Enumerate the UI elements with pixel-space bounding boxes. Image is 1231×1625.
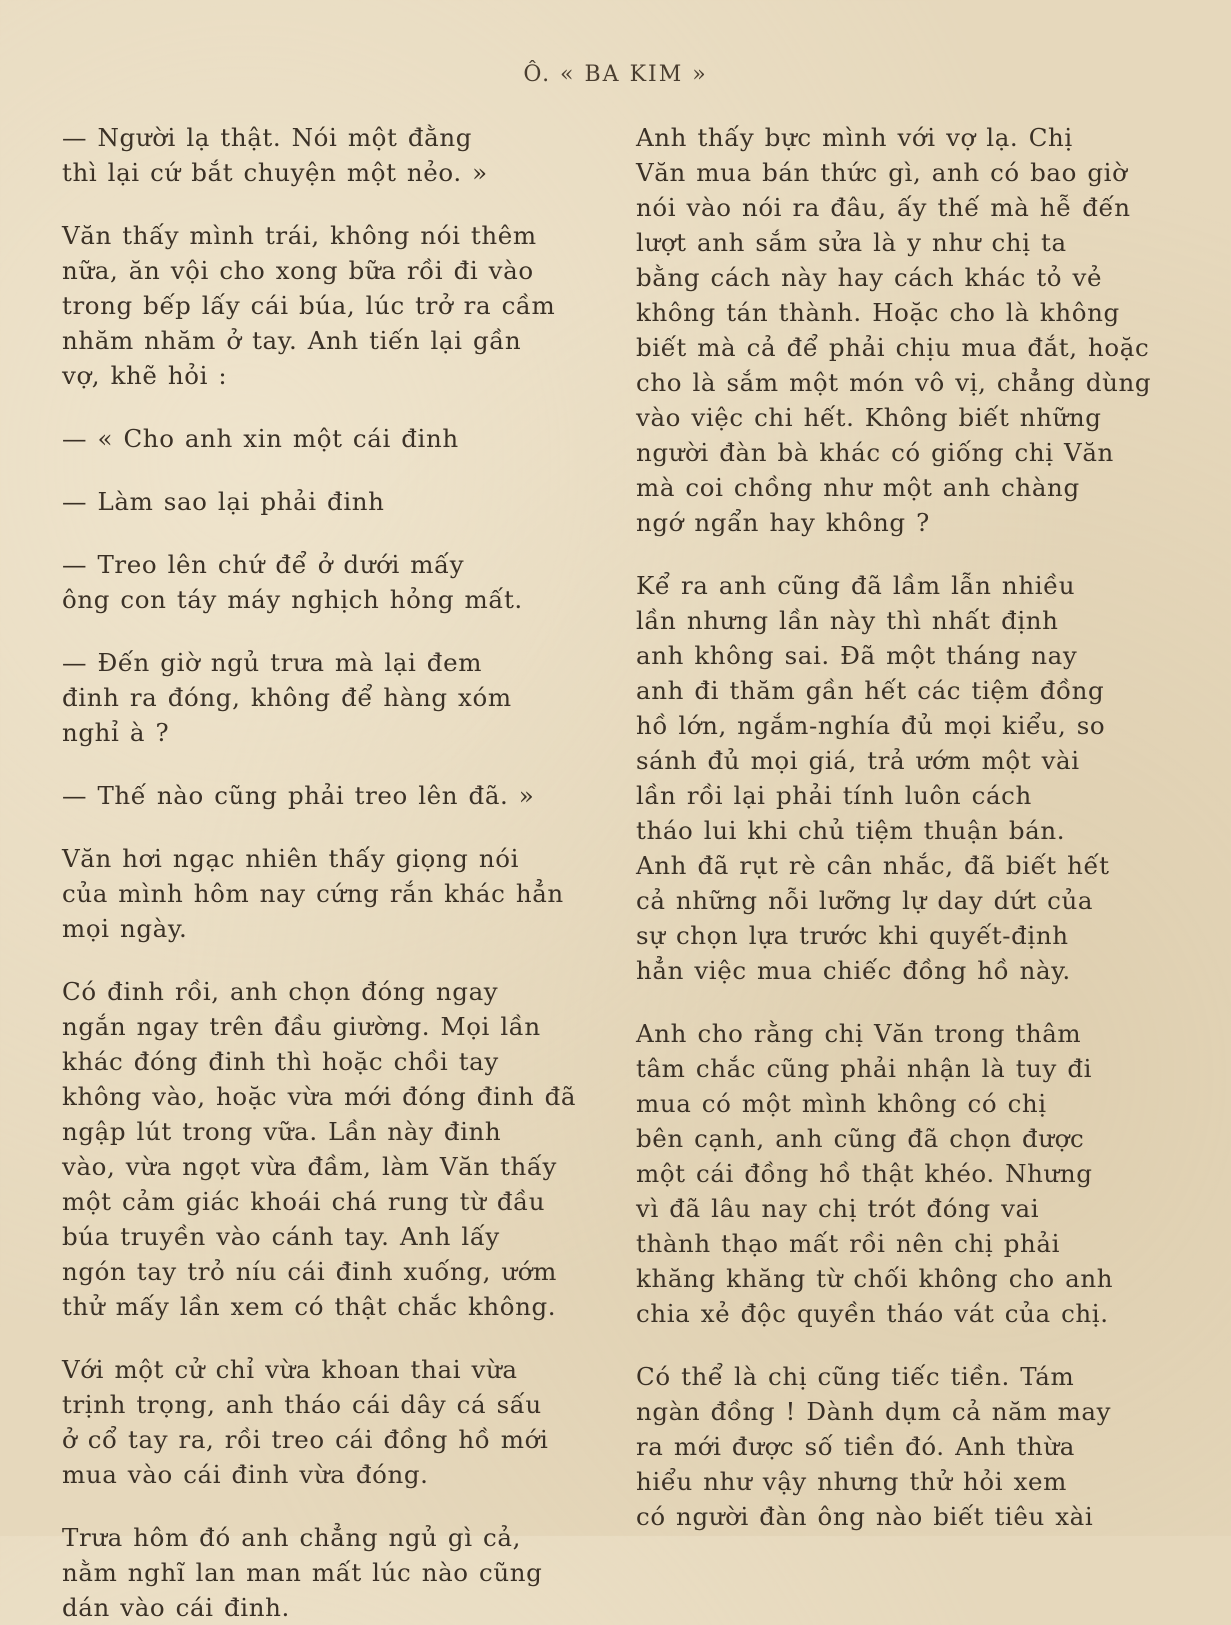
- text-line: khăng khăng từ chối không cho anh: [636, 1264, 1114, 1293]
- text-line: ngớ ngẩn hay không ?: [636, 508, 930, 537]
- text-line: của mình hôm nay cứng rắn khác hẳn: [62, 879, 564, 908]
- text-line: ngàn đồng ! Dành dụm cả năm may: [636, 1397, 1112, 1426]
- text-line: — Người lạ thật. Nói một đằng: [62, 123, 473, 152]
- text-line: Văn thấy mình trái, không nói thêm: [62, 221, 537, 250]
- text-line: hẳn việc mua chiếc đồng hồ này.: [636, 956, 1071, 985]
- text-line: một cảm giác khoái chá rung từ đầu: [62, 1187, 546, 1216]
- text-line: không tán thành. Hoặc cho là không: [636, 298, 1120, 327]
- text-line: Trưa hôm đó anh chẳng ngủ gì cả,: [62, 1523, 521, 1552]
- running-head: Ô. « BA KIM »: [523, 62, 708, 87]
- text-line: vợ, khẽ hỏi :: [62, 361, 228, 390]
- text-line: — Làm sao lại phải đinh: [62, 487, 385, 516]
- text-line: thành thạo mất rồi nên chị phải: [636, 1229, 1061, 1258]
- text-line: búa truyền vào cánh tay. Anh lấy: [62, 1222, 500, 1251]
- paragraph-gap: [636, 1331, 1176, 1359]
- text-line: Văn hơi ngạc nhiên thấy giọng nói: [62, 844, 520, 873]
- text-line: Có đinh rồi, anh chọn đóng ngay: [62, 977, 499, 1006]
- text-line: bên cạnh, anh cũng đã chọn được: [636, 1124, 1085, 1153]
- text-line: mà coi chồng như một anh chàng: [636, 473, 1080, 502]
- right-text-column: [636, 120, 1176, 1534]
- text-line: lượt anh sắm sửa là y như chị ta: [636, 228, 1067, 257]
- text-line: Với một cử chỉ vừa khoan thai vừa: [62, 1355, 518, 1384]
- text-line: nghỉ à ?: [62, 718, 170, 747]
- text-line: khác đóng đinh thì hoặc chồi tay: [62, 1047, 499, 1076]
- left-text-column: [62, 120, 602, 1625]
- text-line: ông con táy máy nghịch hỏng mất.: [62, 585, 523, 614]
- text-line: dán vào cái đinh.: [62, 1593, 290, 1622]
- text-line: nữa, ăn vội cho xong bữa rồi đi vào: [62, 256, 534, 285]
- text-line: Anh thấy bực mình với vợ lạ. Chị: [636, 123, 1073, 152]
- text-line: nhăm nhăm ở tay. Anh tiến lại gần: [62, 326, 522, 355]
- text-line: ngập lút trong vữa. Lần này đinh: [62, 1117, 502, 1146]
- text-line: ở cổ tay ra, rồi treo cái đồng hồ mới: [62, 1425, 549, 1454]
- text-line: mua vào cái đinh vừa đóng.: [62, 1460, 429, 1489]
- text-line: đinh ra đóng, không để hàng xóm: [62, 683, 512, 712]
- text-line: tâm chắc cũng phải nhận là tuy đi: [636, 1054, 1093, 1083]
- paragraph-gap: [62, 393, 602, 421]
- text-line: Văn mua bán thức gì, anh có bao giờ: [636, 158, 1128, 187]
- text-line: sánh đủ mọi giá, trả ướm một vài: [636, 746, 1080, 775]
- text-line: — « Cho anh xin một cái đinh: [62, 424, 459, 453]
- text-line: sự chọn lựa trước khi quyết-định: [636, 921, 1069, 950]
- text-line: anh không sai. Đã một tháng nay: [636, 641, 1078, 670]
- text-line: không vào, hoặc vừa mới đóng đinh đã: [62, 1082, 577, 1111]
- paragraph-gap: [62, 190, 602, 218]
- text-line: cả những nỗi lưỡng lự day dứt của: [636, 886, 1094, 915]
- paragraph-gap: [62, 1492, 602, 1520]
- text-line: nói vào nói ra đâu, ấy thế mà hễ đến: [636, 193, 1131, 222]
- text-line: — Thế nào cũng phải treo lên đã. »: [62, 781, 535, 810]
- text-line: ngón tay trỏ níu cái đinh xuống, ướm: [62, 1257, 557, 1286]
- text-line: có người đàn ông nào biết tiêu xài: [636, 1502, 1094, 1531]
- text-line: biết mà cả để phải chịu mua đắt, hoặc: [636, 333, 1150, 362]
- paragraph-gap: [636, 988, 1176, 1016]
- text-line: Anh cho rằng chị Văn trong thâm: [636, 1019, 1082, 1048]
- text-line: vào việc chi hết. Không biết những: [636, 403, 1102, 432]
- text-line: hiểu như vậy nhưng thử hỏi xem: [636, 1467, 1067, 1496]
- text-line: Kể ra anh cũng đã lầm lẫn nhiều: [636, 571, 1076, 600]
- paragraph-gap: [62, 519, 602, 547]
- text-line: Anh đã rụt rè cân nhắc, đã biết hết: [636, 851, 1110, 880]
- paragraph-gap: [62, 456, 602, 484]
- text-line: chia xẻ độc quyền tháo vát của chị.: [636, 1299, 1109, 1328]
- text-line: ra mới được số tiền đó. Anh thừa: [636, 1432, 1075, 1461]
- text-line: ngắn ngay trên đầu giường. Mọi lần: [62, 1012, 541, 1041]
- paragraph-gap: [62, 1324, 602, 1352]
- paragraph-gap: [62, 617, 602, 645]
- text-line: mua có một mình không có chị: [636, 1089, 1047, 1118]
- text-line: vì đã lâu nay chị trót đóng vai: [636, 1194, 1040, 1223]
- text-line: cho là sắm một món vô vị, chẳng dùng: [636, 368, 1152, 397]
- text-line: hồ lớn, ngắm-nghía đủ mọi kiểu, so: [636, 711, 1106, 740]
- text-line: Có thể là chị cũng tiếc tiền. Tám: [636, 1362, 1075, 1391]
- text-line: vào, vừa ngọt vừa đầm, làm Văn thấy: [62, 1152, 557, 1181]
- text-line: bằng cách này hay cách khác tỏ vẻ: [636, 263, 1103, 292]
- text-line: — Treo lên chứ để ở dưới mấy: [62, 550, 465, 579]
- text-line: tháo lui khi chủ tiệm thuận bán.: [636, 816, 1066, 845]
- text-line: trịnh trọng, anh tháo cái dây cá sấu: [62, 1390, 542, 1419]
- text-line: lần nhưng lần này thì nhất định: [636, 606, 1059, 635]
- paragraph-gap: [62, 946, 602, 974]
- paragraph-gap: [636, 540, 1176, 568]
- text-line: thì lại cứ bắt chuyện một nẻo. »: [62, 158, 488, 187]
- text-line: — Đến giờ ngủ trưa mà lại đem: [62, 648, 483, 677]
- text-line: lần rồi lại phải tính luôn cách: [636, 781, 1032, 810]
- paragraph-gap: [62, 813, 602, 841]
- text-line: người đàn bà khác có giống chị Văn: [636, 438, 1114, 467]
- text-line: mọi ngày.: [62, 914, 188, 943]
- text-line: anh đi thăm gần hết các tiệm đồng: [636, 676, 1105, 705]
- text-line: trong bếp lấy cái búa, lúc trở ra cầm: [62, 291, 556, 320]
- text-line: một cái đồng hồ thật khéo. Nhưng: [636, 1159, 1093, 1188]
- paragraph-gap: [62, 750, 602, 778]
- text-line: nằm nghĩ lan man mất lúc nào cũng: [62, 1558, 543, 1587]
- text-line: thử mấy lần xem có thật chắc không.: [62, 1292, 557, 1321]
